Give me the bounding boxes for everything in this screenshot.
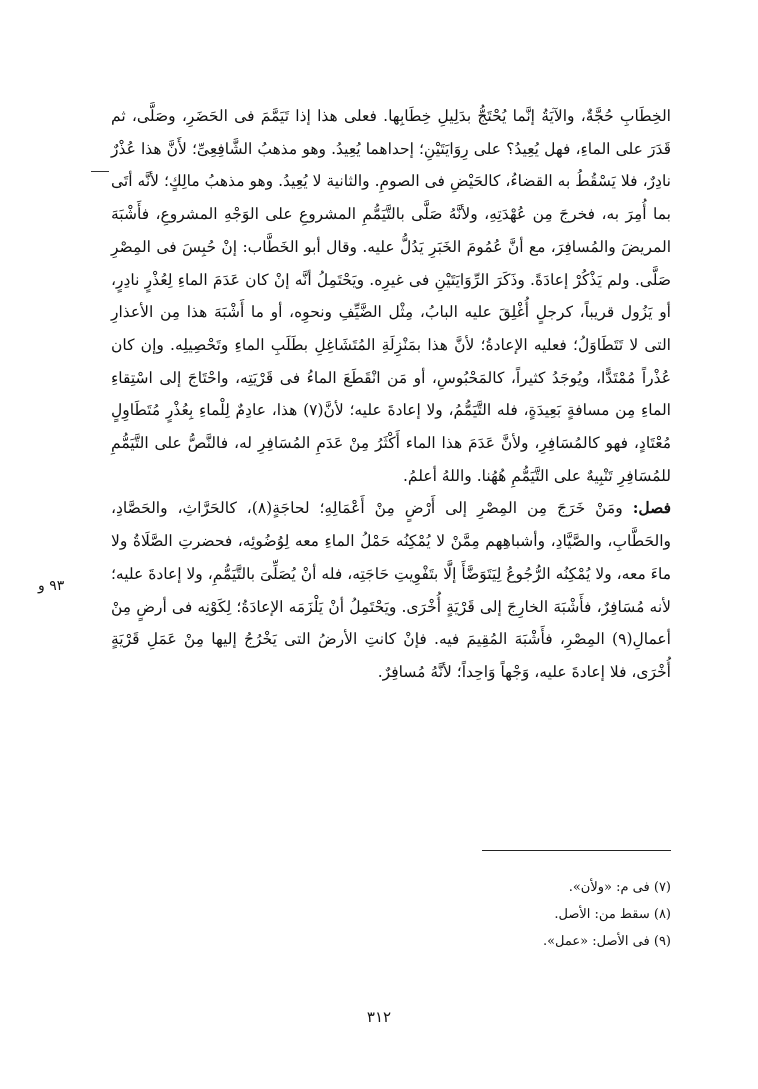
page-number: ٣١٢	[366, 1008, 392, 1026]
section-label-fasl: فصل:	[632, 498, 671, 518]
footnote-8: (٨) سقط من: الأصل.	[554, 907, 671, 922]
footnote-9: (٩) فى الأصل: «عمل».	[542, 934, 671, 949]
paragraph-2	[111, 492, 671, 688]
main-text	[111, 100, 671, 689]
paragraph-2-text: ومَنْ خَرَجَ مِن المِصْرِ إلى أَرْضٍ مِنْ أَعْمَالِهِ؛ لحاجَةٍ(٨)، كالحَرَّاثِ، والحَصَّادِ، والحَطَّابِ، والصَّيَّادِ، وأشباهِهم مِمَّنْ لا يُمْكِنُه حَمْلُ الماءِ معه لِوُضُوئِه، فحضرتِ الصَّلَاةُ ولا ماءَ معه، ولا يُمْكِنُه الرُّجُوعُ لِيَتَوَضَّأَ إلَّا بتَفْوِيتِ حَاجَتِه، فله أنْ يُصَلِّىَ بالتَّيَمُّمِ، ولا إعادةَ عليه؛ لأنه مُسَافِرٌ، فأَشْبَهَ الخارِجَ إلى قَرْيَةٍ أُخْرَى. ويَحْتَمِلُ أنْ يَلْزَمَه الإعادَةُ؛ لِكَوْنِه فى أرضٍ مِنْ أعمالِ(٩) المِصْرِ، فأَشْبَهَ المُقِيمَ فيه. فإنْ كانتِ الأرضُ التى يَخْرُجُ إليها مِنْ عَمَلِ قَرْيَةٍ أُخْرَى، فلا إعادةَ عليه، وَجْهاً وَاحِداً؛ لأنَّهُ مُسافِرٌ.	[111, 499, 671, 681]
footnote-7: (٧) فى م: «ولأن».	[568, 880, 671, 895]
paragraph-1: الخِطَابِ حُجَّةٌ، والآيَةُ إنَّما يُحْتَجُّ بدَلِيلِ خِطَابِها. فعلى هذا إذا تَيَمَّمَ فى الحَضَرِ، وصَلَّى، ثم قَدَرَ على الماءِ، فهل يُعِيدُ؟ على رِوَايَتَيْنِ؛ إحداهما يُعِيدُ. وهو مذهبُ الشَّافِعِىِّ؛ لأَنَّ هذا عُذْرٌ نادِرٌ، فلا يَسْقُطُ به القضاءُ، كالحَيْضِ فى الصومِ. والثانية لا يُعِيدُ. وهو مذهبُ مالِكٍ؛ لأنَّه أتَى بما أُمِرَ به، فخرجَ مِن عُهْدَتِهِ، ولأنَّهُ صَلَّى بالتَّيَمُّمِ المشروعِ على الوَجْهِ المشروعِ، فأَشْبَهَ المريضَ والمُسافِرَ، مع أنَّ عُمُومَ الخَبَرِ يَدُلُّ عليه. وقال أبو الخَطَّاب: إنْ حُبِسَ فى المِصْرِ صَلَّى. ولم يَذْكُرْ إعادَةً. وذَكَرَ الرِّوَايَتَيْنِ فى غيرِه. ويَحْتَمِلُ أنَّه إنْ كان عَدَمَ الماءِ لِعُذْرٍ نادِرٍ، أو يَزُول قريباً، كرجلٍ أُغْلِقَ عليه البابُ، مِثْل الضَّيِّفِ ونحوِه، أو ما أَشْبَهَ هذا مِن الأعذارِ التى لا تَتَطَاوَلُ؛ فعليه الإعادةُ؛ لأنَّ هذا بمَنْزِلَةِ المُتَشَاغِلِ بطَلَبِ الماءِ وتَحْصِيلِه. وإن كان عُذْراً مُمْتَدًّا، ويُوجَدُ كثيراً، كالمَحْبُوسِ، أو مَن انْقَطَعَ الماءُ فى قَرْيَتِه، واحْتَاجَ إلى اسْتِقاءِ الماءِ مِن مسافةٍ بَعِيدَةٍ، فله التَّيَمُّمُ، ولا إعادةَ عليه؛ لأنَّ(٧) هذا، عادِمٌ لِلْماءِ بِعُذْرٍ مُتَطَاوِلٍ مُعْتَادٍ، فهو كالمُسَافِرِ، ولأنَّ عَدَمَ هذا الماء أَكْثَرُ مِنْ عَدَمِ المُسَافِرِ له، فالنَّصُّ على التَّيَمُّمِ للمُسَافِرِ تَنْبِيهٌ على التَّيَمُّمِ هُهُنا. واللهُ أعلمُ.	[111, 107, 671, 485]
footnote-separator	[482, 850, 671, 851]
margin-mark	[91, 171, 109, 172]
marginal-folio-reference: ٩٣ و	[38, 578, 65, 594]
footnotes	[271, 874, 671, 955]
